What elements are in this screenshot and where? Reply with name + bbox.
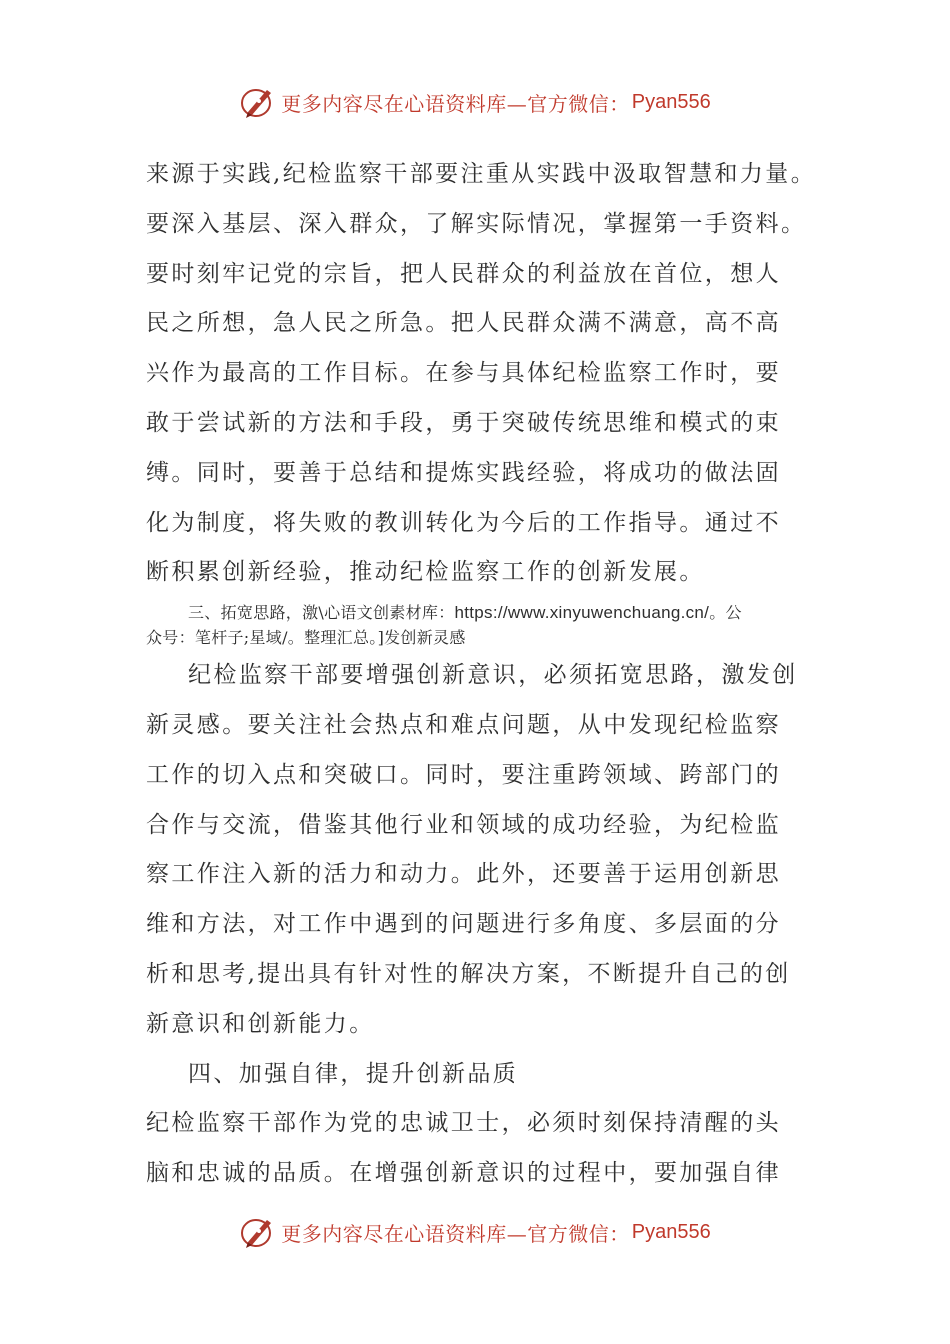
pen-logo-icon xyxy=(239,82,279,122)
paragraph-2 xyxy=(146,651,826,1049)
text-line: 化为制度，将失败的教训转化为今后的工作指导。通过不 xyxy=(146,509,781,536)
text-line: 脑和忠诚的品质。在增强创新意识的过程中，要加强自律 xyxy=(146,1160,781,1187)
text-line: 要深入基层、深入群众，了解实际情况，掌握第一手资料。 xyxy=(146,210,807,237)
text-line: 维和方法，对工作中遇到的问题进行多角度、多层面的分 xyxy=(146,911,781,938)
document-body xyxy=(146,150,826,1199)
heading-text: 三、拓宽思路，激\心语文创素材库： xyxy=(188,603,455,623)
banner-wechat-handle: Pyan556 xyxy=(631,1220,711,1243)
text-line: 敢于尝试新的方法和手段，勇于突破传统思维和模式的束 xyxy=(146,409,781,436)
text-line: 合作与交流，借鉴其他行业和领域的成功经验，为纪检监 xyxy=(146,811,781,838)
text-line: 断积累创新经验，推动纪检监察工作的创新发展。 xyxy=(146,559,705,586)
paragraph-1 xyxy=(146,150,826,598)
text-line: 察工作注入新的活力和动力。此外，还要善于运用创新思 xyxy=(146,861,781,888)
banner-wechat-handle: Pyan556 xyxy=(631,90,711,113)
section-heading-4: 四、加强自律，提升创新品质 xyxy=(188,1060,519,1087)
text-line: 新灵感。要关注社会热点和难点问题，从中发现纪检监察 xyxy=(146,711,781,738)
section-heading-3 xyxy=(146,600,826,650)
source-url-link[interactable]: https://www.xinyuwenchuang.cn/ xyxy=(454,603,710,623)
heading-line xyxy=(146,600,826,625)
text-line: 纪检监察干部作为党的忠诚卫士，必须时刻保持清醒的头 xyxy=(146,1110,781,1137)
text-line: 新意识和创新能力。 xyxy=(146,1010,375,1037)
text-line: 兴作为最高的工作目标。在参与具体纪检监察工作时，要 xyxy=(146,360,781,387)
text-line: 纪检监察干部要增强创新意识，必须拓宽思路，激发创 xyxy=(188,662,798,689)
paragraph-3 xyxy=(146,1099,826,1199)
header-banner xyxy=(0,80,950,124)
banner-text: 更多内容尽在心语资料库—官方微信： xyxy=(281,1221,630,1246)
footer-banner xyxy=(0,1210,950,1254)
pen-logo-icon xyxy=(239,1212,279,1252)
text-line: 民之所想，急人民之所急。把人民群众满不满意，高不高 xyxy=(146,310,781,337)
heading-text-tail: 。公 xyxy=(709,603,742,623)
text-line: 要时刻牢记党的宗旨，把人民群众的利益放在首位，想人 xyxy=(146,260,781,287)
heading-line: 众号：笔杆子;星域/。整理汇总。]发创新灵感 xyxy=(146,628,466,648)
text-line: 析和思考,提出具有针对性的解决方案，不断提升自己的创 xyxy=(146,960,791,987)
text-line: 缚。同时，要善于总结和提炼实践经验，将成功的做法固 xyxy=(146,459,781,486)
banner-text: 更多内容尽在心语资料库—官方微信： xyxy=(281,91,630,116)
text-line: 工作的切入点和突破口。同时，要注重跨领域、跨部门的 xyxy=(146,761,781,788)
text-line: 来源于实践,纪检监察干部要注重从实践中汲取智慧和力量。 xyxy=(146,161,817,187)
